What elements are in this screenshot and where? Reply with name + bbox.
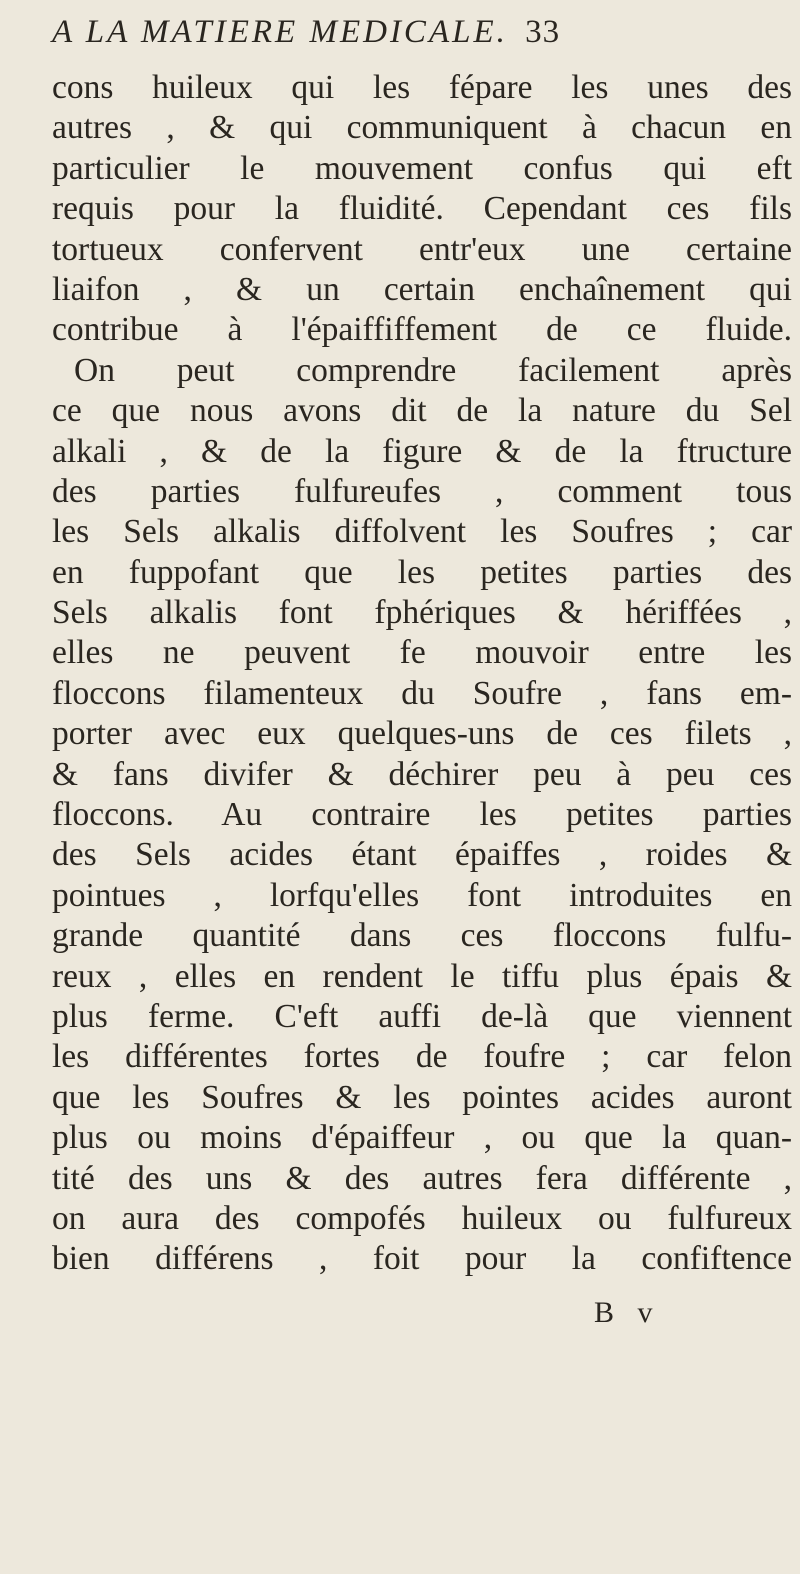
text-line: pointues , lorfqu'elles font introduites en <box>52 876 792 914</box>
text-line: des parties fulfureufes , comment tous <box>52 472 792 510</box>
text-line: les Sels alkalis diffolvent les Soufres ; car <box>52 513 792 551</box>
text-line: on aura des compofés huileux ou fulfureux <box>52 1199 792 1237</box>
text-line: contribue à l'épaiffiffement de ce fluide. <box>52 311 792 349</box>
text-line: grande quantité dans ces floccons fulfu- <box>52 917 792 955</box>
text-line: elles ne peuvent fe mouvoir entre les <box>52 634 792 672</box>
body-text <box>52 68 792 1280</box>
text-line: que les Soufres & les pointes acides auront <box>52 1078 792 1116</box>
running-head <box>52 14 792 51</box>
text-line: en fuppofant que les petites parties des <box>52 553 792 591</box>
text-line: particulier le mouvement confus qui eft <box>52 149 792 187</box>
text-line: plus ferme. C'eft auffi de-là que viennent <box>52 997 792 1035</box>
text-line: ce que nous avons dit de la nature du Sel <box>52 392 792 430</box>
text-line: tité des uns & des autres fera différente , <box>52 1159 792 1197</box>
text-line: floccons. Au contraire les petites parties <box>52 796 792 834</box>
signature-mark: B v <box>594 1296 661 1329</box>
text-line: porter avec eux quelques-uns de ces filets , <box>52 715 792 753</box>
text-line: requis pour la fluidité. Cependant ces fils <box>52 190 792 228</box>
text-line: & fans divifer & déchirer peu à peu ces <box>52 755 792 793</box>
page-number: 33 <box>525 14 561 50</box>
running-head-title: A LA MATIERE MEDICALE. <box>52 14 508 50</box>
text-line: liaifon , & un certain enchaînement qui <box>52 270 792 308</box>
text-line: autres , & qui communiquent à chacun en <box>52 109 792 147</box>
text-line: plus ou moins d'épaiffeur , ou que la quan- <box>52 1119 792 1157</box>
text-line: tortueux confervent entr'eux une certaine <box>52 230 792 268</box>
text-line: reux , elles en rendent le tiffu plus épais & <box>52 957 792 995</box>
text-line: On peut comprendre facilement après <box>74 351 792 389</box>
text-line: Sels alkalis font fphériques & hériffées , <box>52 594 792 632</box>
text-line: cons huileux qui les fépare les unes des <box>52 69 792 106</box>
text-line: les différentes fortes de foufre ; car felon <box>52 1038 792 1076</box>
text-line: floccons filamenteux du Soufre , fans em- <box>52 674 792 712</box>
text-line: alkali , & de la figure & de la ftructure <box>52 432 792 470</box>
text-line: des Sels acides étant épaiffes , roides & <box>52 836 792 874</box>
text-line: bien différens , foit pour la confiftence <box>52 1240 792 1278</box>
